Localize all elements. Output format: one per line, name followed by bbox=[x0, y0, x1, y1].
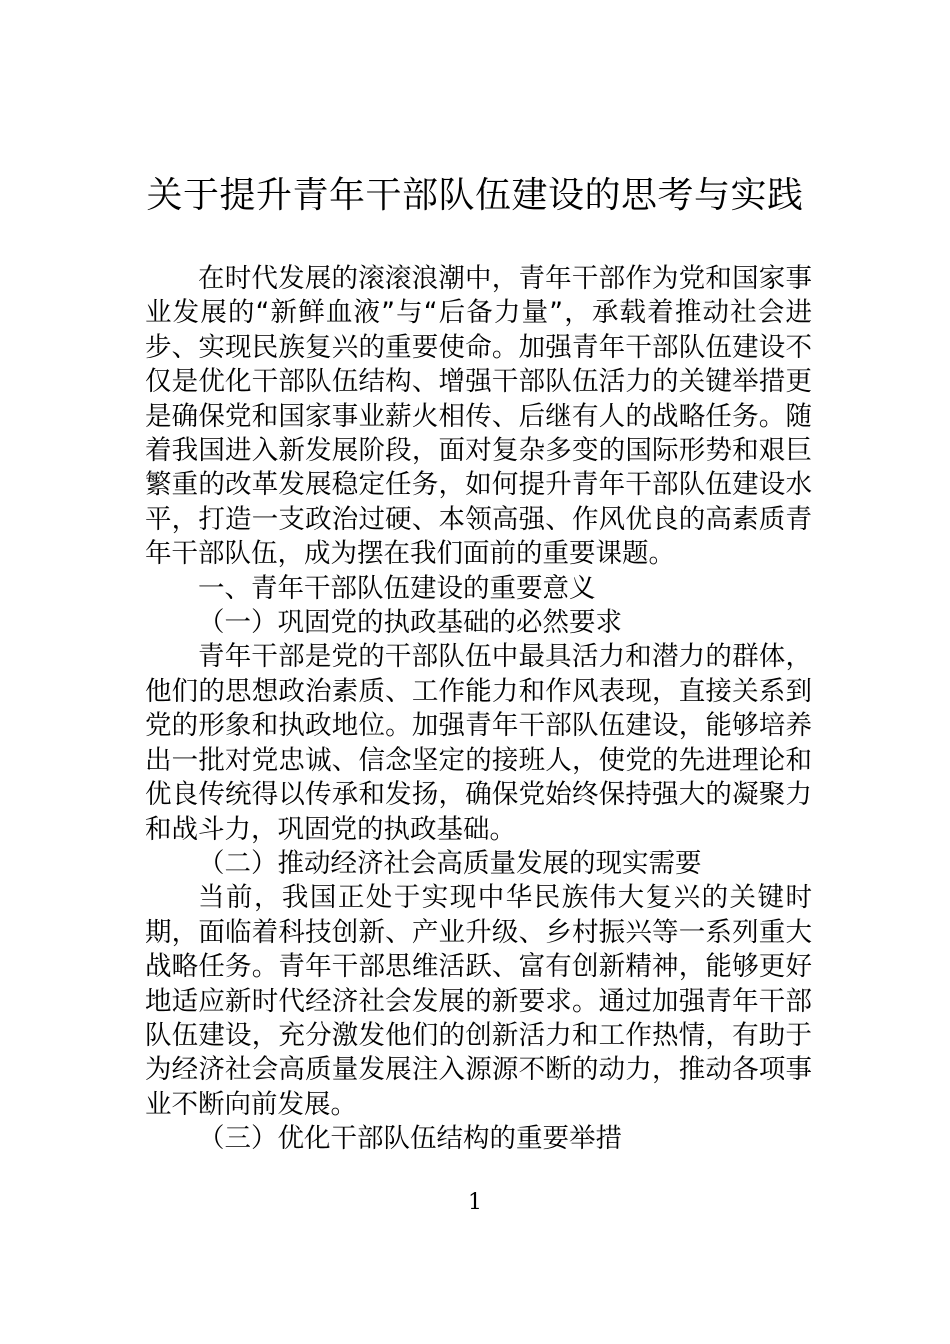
document-title: 关于提升青年干部队伍建设的思考与实践 bbox=[146, 175, 804, 216]
document-body bbox=[145, 262, 812, 1157]
paragraph-1: 青年干部是党的干部队伍中最具活力和潜力的群体，他们的思想政治素质、工作能力和作风表现，直接关系到党的形象和执政地位。加强青年干部队伍建设，能够培养出一批对党忠诚、信念坚定的接班人，使党的先进理论和优良传统得以传承和发扬，确保党始终保持强大的凝聚力和战斗力，巩固党的执政基础。 bbox=[145, 641, 812, 845]
subsection-heading-3: （三）优化干部队伍结构的重要举措 bbox=[198, 1123, 622, 1155]
page-number: 1 bbox=[468, 1190, 482, 1215]
subsection-heading-1: （一）巩固党的执政基础的必然要求 bbox=[198, 607, 622, 639]
paragraph-2: 当前，我国正处于实现中华民族伟大复兴的关键时期，面临着科技创新、产业升级、乡村振兴等一系列重大战略任务。青年干部思维活跃、富有创新精神，能够更好地适应新时代经济社会发展的新要求。通过加强青年干部队伍建设，充分激发他们的创新活力和工作热情，有助于为经济社会高质量发展注入源源不断的动力，推动各项事业不断向前发展。 bbox=[145, 882, 812, 1120]
subsection-heading-2: （二）推动经济社会高质量发展的现实需要 bbox=[198, 847, 702, 879]
section-heading-1: 一、青年干部队伍建设的重要意义 bbox=[198, 572, 596, 604]
paragraph-intro: 在时代发展的滚滚浪潮中，青年干部作为党和国家事业发展的“新鲜血液”与“后备力量”，承载着推动社会进步、实现民族复兴的重要使命。加强青年干部队伍建设不仅是优化干部队伍结构、增强干部队伍活力的关键举措更是确保党和国家事业薪火相传、后继有人的战略任务。随着我国进入新发展阶段，面对复杂多变的国际形势和艰巨繁重的改革发展稳定任务，如何提升青年干部队伍建设水平，打造一支政治过硬、本领高强、作风优良的高素质青年干部队伍，成为摆在我们面前的重要课题。 bbox=[145, 263, 812, 570]
